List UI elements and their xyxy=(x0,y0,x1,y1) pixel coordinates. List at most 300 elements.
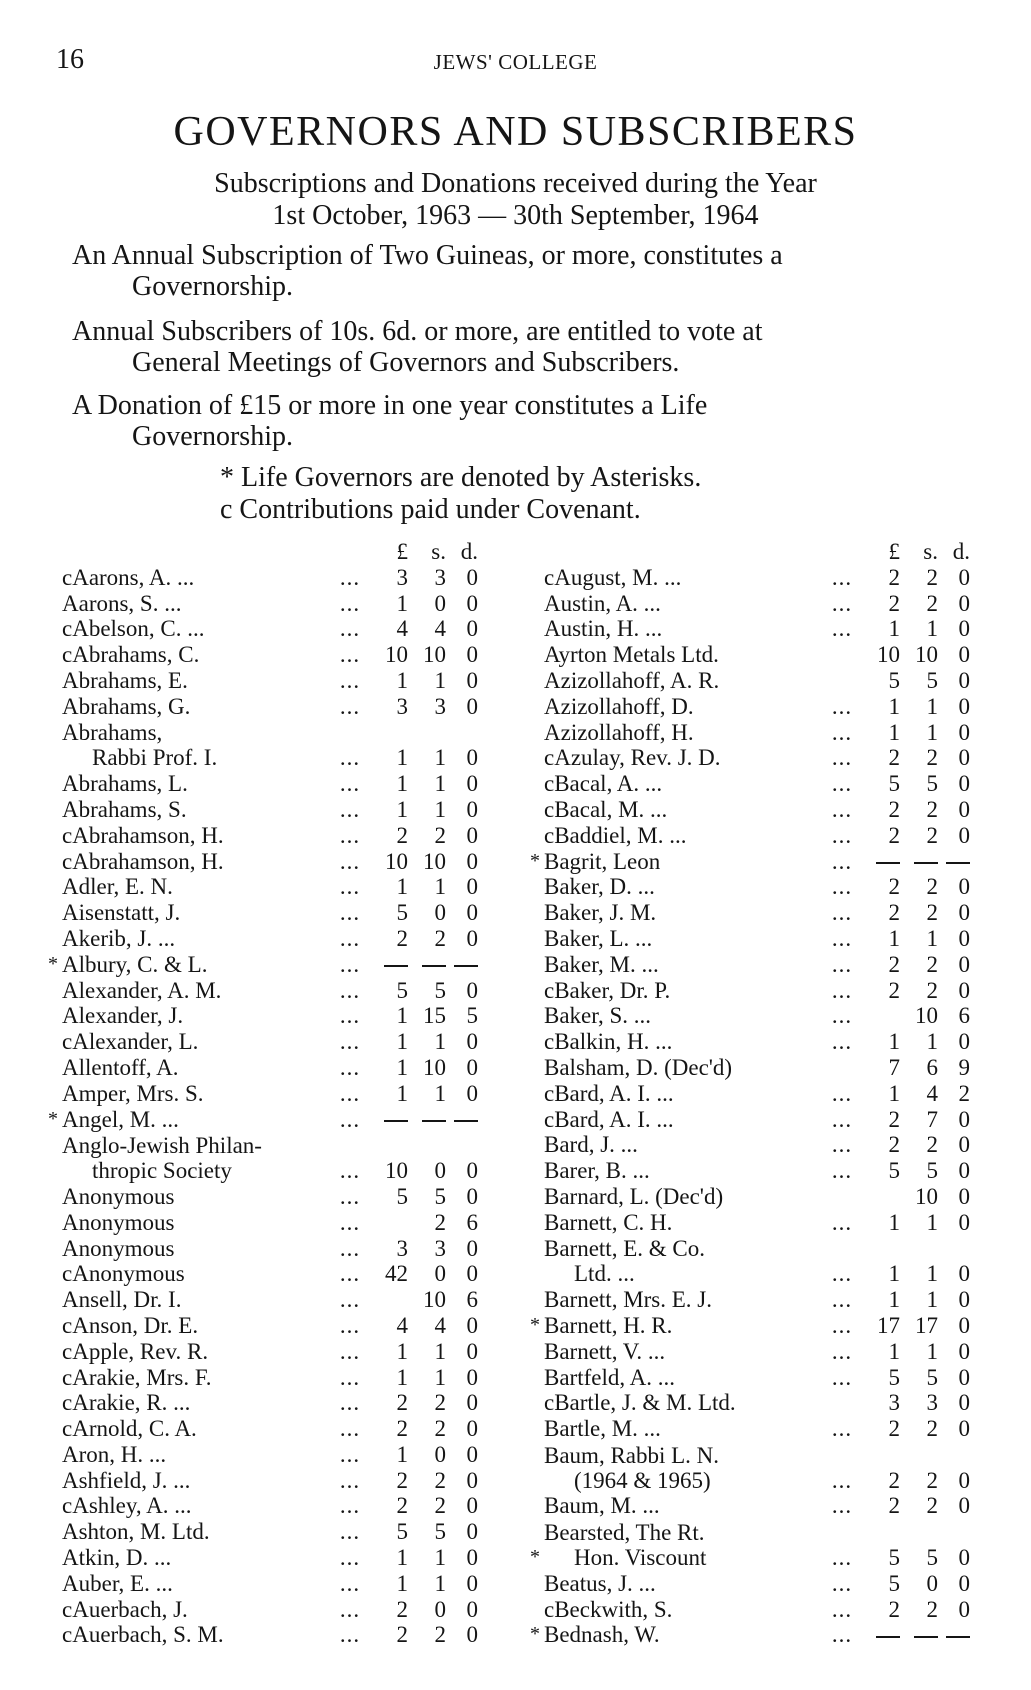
leader-dots: ... xyxy=(831,874,853,900)
subscriber-row xyxy=(48,874,478,900)
subscriber-name xyxy=(544,1390,822,1415)
subscriber-name-line: cAbrahamson, H. xyxy=(62,822,224,848)
shillings-amount: 2 xyxy=(434,822,446,848)
shillings-amount: 2 xyxy=(926,1596,938,1622)
subscriber-name xyxy=(62,565,330,590)
subscriber-name xyxy=(62,823,330,848)
pence-amount: 0 xyxy=(958,771,970,797)
subscriber-name xyxy=(544,849,822,874)
nil-dash xyxy=(422,1120,446,1122)
pence-amount: 0 xyxy=(958,1158,970,1184)
pounds-amount: 2 xyxy=(888,1493,900,1519)
subscriber-row xyxy=(530,1622,970,1648)
subscriber-name xyxy=(544,1107,822,1132)
subscriber-name-line: Amper, Mrs. S. xyxy=(62,1080,204,1106)
shillings-amount: 1 xyxy=(434,1338,446,1364)
shillings-amount: 10 xyxy=(915,1003,938,1029)
pounds-amount: 1 xyxy=(888,1261,900,1287)
subscriber-row xyxy=(48,899,478,925)
leader-dots: ... xyxy=(831,848,853,874)
shillings-amount: 1 xyxy=(434,1080,446,1106)
subscriber-row xyxy=(48,1028,478,1054)
leader-dots: ... xyxy=(831,925,853,951)
shillings-amount: 3 xyxy=(434,693,446,719)
shillings-amount: 10 xyxy=(915,1183,938,1209)
shillings-amount: 2 xyxy=(926,1493,938,1519)
subscriber-name-line: cBaker, Dr. P. xyxy=(544,977,671,1003)
shillings-amount: 2 xyxy=(434,1416,446,1442)
pence-amount: 0 xyxy=(466,1183,478,1209)
shillings-amount: 10 xyxy=(423,1287,446,1313)
pounds-amount: 3 xyxy=(396,1235,408,1261)
shillings-amount: 10 xyxy=(423,848,446,874)
subscriber-name xyxy=(544,1158,822,1183)
shillings-amount: 2 xyxy=(926,1467,938,1493)
leader-dots: ... xyxy=(339,1441,361,1467)
subscriber-name xyxy=(62,1545,330,1570)
subscriber-row xyxy=(48,667,478,693)
shillings-amount: 2 xyxy=(926,951,938,977)
subscriber-name xyxy=(544,1029,822,1054)
pounds-amount: 2 xyxy=(888,1596,900,1622)
paragraph-line: An Annual Subscription of Two Guineas, or more, constitutes a xyxy=(72,240,783,271)
pounds-amount: 10 xyxy=(877,642,900,668)
pounds-amount: 1 xyxy=(396,667,408,693)
subscriber-name xyxy=(544,900,822,925)
shillings-amount: 1 xyxy=(434,874,446,900)
pence-amount: 0 xyxy=(958,874,970,900)
shillings-amount: 10 xyxy=(915,642,938,668)
subscriber-name xyxy=(62,1184,330,1209)
leader-dots: ... xyxy=(339,900,361,926)
leader-dots: ... xyxy=(339,1029,361,1055)
subscriber-name-line: Abrahams, E. xyxy=(62,667,188,693)
subscriber-name xyxy=(62,1133,330,1183)
nil-dash xyxy=(384,965,408,967)
leader-dots: ... xyxy=(339,667,361,693)
subscriber-row xyxy=(48,1493,478,1519)
pence-amount: 0 xyxy=(958,1183,970,1209)
pence-amount: 0 xyxy=(466,1390,478,1416)
subscriber-row xyxy=(530,951,970,977)
subscriber-row xyxy=(48,641,478,667)
subscriber-name xyxy=(544,1339,822,1364)
subscriber-row xyxy=(48,1596,478,1622)
subscriber-name-line: Albury, C. & L. xyxy=(62,951,208,977)
shillings-amount: 1 xyxy=(434,667,446,693)
life-governor-asterisk: * xyxy=(530,1313,540,1336)
subscriber-name xyxy=(544,771,822,796)
subscriber-name-line: Bearsted, The Rt. xyxy=(544,1520,705,1546)
pence-amount: 0 xyxy=(958,1596,970,1622)
subscriber-name-line: Baum, M. ... xyxy=(544,1493,660,1519)
pence-amount: 0 xyxy=(466,1493,478,1519)
leader-dots: ... xyxy=(339,1493,361,1519)
subscriber-name xyxy=(544,1236,822,1286)
subscriber-name xyxy=(62,874,330,899)
subscriber-row xyxy=(48,1261,478,1287)
pence-amount xyxy=(446,1107,478,1132)
shillings-amount: 3 xyxy=(926,1390,938,1416)
shillings-amount: 1 xyxy=(434,1545,446,1571)
leader-dots: ... xyxy=(339,1209,361,1235)
pounds-amount: 1 xyxy=(888,925,900,951)
leader-dots: ... xyxy=(339,977,361,1003)
pounds-amount: 1 xyxy=(396,874,408,900)
subscriber-name-line: Baker, L. ... xyxy=(544,925,653,951)
subscriber-name-line: Azizollahoff, A. R. xyxy=(544,667,720,693)
leader-dots: ... xyxy=(831,1106,853,1132)
pence-amount: 0 xyxy=(466,1545,478,1571)
subscriber-name-line: Aarons, S. ... xyxy=(62,590,182,616)
shillings-amount: 1 xyxy=(926,1261,938,1287)
subscriber-name xyxy=(544,1184,822,1209)
subscriber-row xyxy=(530,616,970,642)
subscriber-row xyxy=(530,874,970,900)
pence-amount: 0 xyxy=(958,1287,970,1313)
subscriber-row xyxy=(48,1518,478,1544)
pounds-amount: 7 xyxy=(888,1054,900,1080)
subscriber-row xyxy=(48,1209,478,1235)
pence-amount: 0 xyxy=(466,693,478,719)
leader-dots: ... xyxy=(831,1545,853,1571)
subscriber-name xyxy=(62,900,330,925)
subscriber-name-line: Alexander, J. xyxy=(62,1003,184,1029)
subscribers-column-left xyxy=(48,540,478,1647)
shillings-amount: 5 xyxy=(926,667,938,693)
leader-dots: ... xyxy=(339,1080,361,1106)
pounds-amount: 4 xyxy=(396,1312,408,1338)
nil-dash xyxy=(946,1636,970,1638)
subscriber-row xyxy=(530,1080,970,1106)
subscriber-name-line: cBeckwith, S. xyxy=(544,1596,673,1622)
subscriber-name xyxy=(62,1571,330,1596)
page-title: GOVERNORS AND SUBSCRIBERS xyxy=(173,109,858,155)
subscriber-name xyxy=(544,926,822,951)
pounds-amount: 5 xyxy=(888,1545,900,1571)
pence-amount: 0 xyxy=(466,1261,478,1287)
subscriber-name xyxy=(62,694,330,719)
shillings-amount: 1 xyxy=(926,1338,938,1364)
pence-amount: 0 xyxy=(958,951,970,977)
paragraph-line: Governorship. xyxy=(132,271,293,302)
pounds-amount: 2 xyxy=(396,1467,408,1493)
pence-amount: 0 xyxy=(466,1622,478,1648)
subscriber-name xyxy=(62,1416,330,1441)
leader-dots: ... xyxy=(831,745,853,771)
subscriber-row xyxy=(48,848,478,874)
nil-dash xyxy=(454,1120,478,1122)
subscriber-row xyxy=(48,1286,478,1312)
pence-amount: 6 xyxy=(466,1287,478,1313)
leader-dots: ... xyxy=(339,1519,361,1545)
subscriber-name-line: cAzulay, Rev. J. D. xyxy=(544,745,721,771)
subscriber-name-line: cArakie, Mrs. F. xyxy=(62,1364,212,1390)
pounds-amount: 1 xyxy=(396,1364,408,1390)
subscriber-name-line: Austin, H. ... xyxy=(544,616,663,642)
subscriber-name-line: Ashfield, J. ... xyxy=(62,1467,191,1493)
shillings-amount: 2 xyxy=(926,590,938,616)
shillings-amount: 1 xyxy=(926,1209,938,1235)
subscriber-name-line: Bednash, W. xyxy=(544,1622,660,1648)
subscriber-row xyxy=(530,719,970,745)
subscriber-name-line: cBacal, M. ... xyxy=(544,796,668,822)
pounds-amount: 3 xyxy=(888,1390,900,1416)
leader-dots: ... xyxy=(831,1570,853,1596)
pence-amount: 0 xyxy=(466,1364,478,1390)
legend-notes xyxy=(220,462,701,526)
subscriber-name-line: Beatus, J. ... xyxy=(544,1570,656,1596)
shillings-amount: 2 xyxy=(434,1209,446,1235)
pounds-amount: 2 xyxy=(888,822,900,848)
subscriber-name-line: Austin, A. ... xyxy=(544,590,661,616)
leader-dots: ... xyxy=(339,1338,361,1364)
shillings-amount: 5 xyxy=(926,1364,938,1390)
subscriber-name-line: Akerib, J. ... xyxy=(62,925,176,951)
leader-dots: ... xyxy=(831,1622,853,1648)
subscriber-name-line: cAarons, A. ... xyxy=(62,564,195,590)
pounds-amount: 2 xyxy=(888,590,900,616)
pounds-amount: 5 xyxy=(888,1158,900,1184)
note-covenant: c Contributions paid under Covenant. xyxy=(220,494,641,525)
shillings-amount: 1 xyxy=(926,693,938,719)
leader-dots: ... xyxy=(339,1622,361,1648)
pence-amount: 9 xyxy=(958,1054,970,1080)
subscriber-name-line: cApple, Rev. R. xyxy=(62,1338,209,1364)
pence-amount: 0 xyxy=(466,874,478,900)
pounds-amount: 5 xyxy=(396,977,408,1003)
subscriber-name-line: cAbelson, C. ... xyxy=(62,616,205,642)
subscriber-name xyxy=(544,720,822,745)
subscriber-row xyxy=(530,590,970,616)
subscriber-row xyxy=(48,822,478,848)
subscriber-name xyxy=(62,1081,330,1106)
pounds-amount: 1 xyxy=(396,1054,408,1080)
pounds-amount: 2 xyxy=(888,745,900,771)
leader-dots: ... xyxy=(831,1416,853,1442)
shillings-amount: 5 xyxy=(434,977,446,1003)
pence-amount: 0 xyxy=(466,590,478,616)
leader-dots: ... xyxy=(831,977,853,1003)
shillings-amount: 1 xyxy=(926,1287,938,1313)
pence-amount: 0 xyxy=(466,977,478,1003)
leader-dots: ... xyxy=(339,693,361,719)
pence-amount: 0 xyxy=(466,900,478,926)
pounds-header: £ xyxy=(396,539,408,564)
subscriber-row xyxy=(48,1106,478,1132)
shillings-amount: 6 xyxy=(926,1054,938,1080)
shillings-amount: 1 xyxy=(926,616,938,642)
subscriber-name-line: Barnett, H. R. xyxy=(544,1312,673,1338)
subscriber-name-line: cAnonymous xyxy=(62,1261,185,1287)
page-number: 16 xyxy=(56,44,84,75)
pence-amount: 0 xyxy=(466,616,478,642)
paragraph-governorship xyxy=(72,240,972,302)
pence-amount xyxy=(938,849,970,874)
subscriber-row xyxy=(530,1390,970,1416)
pence-amount: 0 xyxy=(958,590,970,616)
subscriber-row xyxy=(48,951,478,977)
pounds-amount: 2 xyxy=(888,900,900,926)
subscriber-name-line: Aisenstatt, J. xyxy=(62,900,181,926)
leader-dots: ... xyxy=(831,1493,853,1519)
pounds-amount: 2 xyxy=(888,977,900,1003)
subscriber-row xyxy=(530,693,970,719)
subscriber-name-line: Azizollahoff, D. xyxy=(544,693,694,719)
shillings-amount: 0 xyxy=(434,1261,446,1287)
subscriber-name-line: Ayrton Metals Ltd. xyxy=(544,642,719,668)
subscriber-name-line: Barnett, C. H. xyxy=(544,1209,673,1235)
shillings-amount: 0 xyxy=(434,1441,446,1467)
pence-amount: 6 xyxy=(958,1003,970,1029)
pounds-amount xyxy=(370,1107,408,1132)
subscriber-name xyxy=(544,616,822,641)
subscribers-column-right xyxy=(530,540,970,1647)
subscriber-name xyxy=(544,823,822,848)
subscriber-row xyxy=(530,977,970,1003)
pence-amount: 0 xyxy=(466,1235,478,1261)
paragraph-line: Governorship. xyxy=(132,421,293,452)
subscriber-name-continuation: thropic Society xyxy=(92,1158,232,1184)
paragraph-line: General Meetings of Governors and Subscribers. xyxy=(132,347,680,378)
subscriber-name-line: Atkin, D. ... xyxy=(62,1545,172,1571)
pence-amount xyxy=(938,1622,970,1647)
subscriber-row xyxy=(530,564,970,590)
pence-amount xyxy=(446,952,478,977)
pence-amount: 0 xyxy=(958,616,970,642)
shillings-amount: 7 xyxy=(926,1106,938,1132)
running-head: JEWS' COLLEGE xyxy=(433,50,598,74)
pounds-amount: 2 xyxy=(888,796,900,822)
leader-dots: ... xyxy=(831,1080,853,1106)
subscriber-name-line: Baum, Rabbi L. N. xyxy=(544,1442,720,1468)
subscriber-name xyxy=(62,771,330,796)
subscriber-name-line: Barer, B. ... xyxy=(544,1158,650,1184)
pence-amount: 0 xyxy=(958,1132,970,1158)
subscriber-row xyxy=(530,1235,970,1287)
subscriber-name-line: cBaddiel, M. ... xyxy=(544,822,687,848)
paragraph-line: A Donation of £15 or more in one year constitutes a Life xyxy=(72,390,708,421)
subscriber-name xyxy=(544,694,822,719)
pounds-amount: 2 xyxy=(396,1416,408,1442)
subscriber-name xyxy=(544,668,822,693)
subscriber-name xyxy=(62,1287,330,1312)
pence-amount: 0 xyxy=(466,564,478,590)
leader-dots: ... xyxy=(831,1261,853,1287)
subscriber-name-continuation: (1964 & 1965) xyxy=(574,1467,711,1493)
subscriber-name xyxy=(62,926,330,951)
subscriber-name xyxy=(544,1597,822,1622)
pounds-header: £ xyxy=(888,539,900,564)
pounds-amount xyxy=(370,952,408,977)
leader-dots: ... xyxy=(339,771,361,797)
subscriber-name-continuation: Ltd. ... xyxy=(574,1261,635,1287)
subscriber-name xyxy=(62,1313,330,1338)
pence-amount: 0 xyxy=(466,796,478,822)
shillings-amount: 10 xyxy=(423,642,446,668)
pounds-amount: 5 xyxy=(888,771,900,797)
pence-amount: 0 xyxy=(466,1519,478,1545)
subscriber-name-line: cBalkin, H. ... xyxy=(544,1029,673,1055)
leader-dots: ... xyxy=(339,1003,361,1029)
subscriber-name-line: Barnard, L. (Dec'd) xyxy=(544,1183,724,1209)
pence-amount: 0 xyxy=(958,1106,970,1132)
leader-dots: ... xyxy=(339,1390,361,1416)
subscriber-row xyxy=(48,1441,478,1467)
subscriber-row xyxy=(530,1338,970,1364)
pence-amount: 0 xyxy=(466,1080,478,1106)
leader-dots: ... xyxy=(831,822,853,848)
subscriber-name-continuation: Hon. Viscount xyxy=(574,1545,707,1571)
shillings-amount: 15 xyxy=(423,1003,446,1029)
subscriber-row xyxy=(530,1312,970,1338)
subscriber-row xyxy=(530,1441,970,1493)
subscriber-name-line: cAbrahamson, H. xyxy=(62,848,224,874)
subscriber-name xyxy=(544,797,822,822)
subscriber-name-line: cBacal, A. ... xyxy=(544,771,663,797)
subscriber-name-line: cArakie, R. ... xyxy=(62,1390,191,1416)
life-governor-asterisk: * xyxy=(530,849,540,872)
pounds-amount: 4 xyxy=(396,616,408,642)
shillings-amount: 2 xyxy=(926,874,938,900)
leader-dots: ... xyxy=(339,1312,361,1338)
subscriber-name xyxy=(62,1468,330,1493)
pence-header: d. xyxy=(460,539,478,564)
pence-amount: 0 xyxy=(958,693,970,719)
life-governor-asterisk: * xyxy=(48,952,58,975)
subscriber-name-line: Ansell, Dr. I. xyxy=(62,1287,182,1313)
pence-amount: 0 xyxy=(958,745,970,771)
subscriber-name-line: Baker, M. ... xyxy=(544,951,659,977)
subscriber-name-line: Baker, D. ... xyxy=(544,874,655,900)
subscriber-name-line: cAuerbach, S. M. xyxy=(62,1622,224,1648)
pounds-amount: 2 xyxy=(396,822,408,848)
shillings-amount xyxy=(900,1622,938,1647)
subscriber-row xyxy=(48,719,478,771)
leader-dots: ... xyxy=(831,1338,853,1364)
shillings-amount: 5 xyxy=(926,1158,938,1184)
pounds-amount: 1 xyxy=(396,745,408,771)
pence-amount: 0 xyxy=(958,1312,970,1338)
subscriber-row xyxy=(48,770,478,796)
pounds-amount: 42 xyxy=(385,1261,408,1287)
shillings-amount: 2 xyxy=(434,1493,446,1519)
shillings-amount: 5 xyxy=(926,771,938,797)
pounds-amount: 3 xyxy=(396,564,408,590)
pence-amount: 0 xyxy=(958,642,970,668)
pence-amount: 0 xyxy=(466,1338,478,1364)
pounds-amount: 1 xyxy=(396,771,408,797)
shillings-amount: 3 xyxy=(434,564,446,590)
leader-dots: ... xyxy=(339,1183,361,1209)
leader-dots: ... xyxy=(831,1209,853,1235)
shillings-amount: 2 xyxy=(434,1622,446,1648)
pounds-amount: 2 xyxy=(396,1390,408,1416)
pounds-amount: 5 xyxy=(888,667,900,693)
leader-dots: ... xyxy=(339,616,361,642)
shillings-amount: 1 xyxy=(434,745,446,771)
leader-dots: ... xyxy=(831,1029,853,1055)
note-asterisk: * Life Governors are denoted by Asterisks. xyxy=(220,462,702,493)
shillings-amount: 2 xyxy=(926,745,938,771)
subscriber-name xyxy=(62,1365,330,1390)
nil-dash xyxy=(914,862,938,864)
subscriber-name xyxy=(544,1571,822,1596)
subscriber-name-line: cAshley, A. ... xyxy=(62,1493,192,1519)
subscriber-name xyxy=(544,1081,822,1106)
shillings-amount: 2 xyxy=(926,900,938,926)
subscriber-name xyxy=(544,1365,822,1390)
